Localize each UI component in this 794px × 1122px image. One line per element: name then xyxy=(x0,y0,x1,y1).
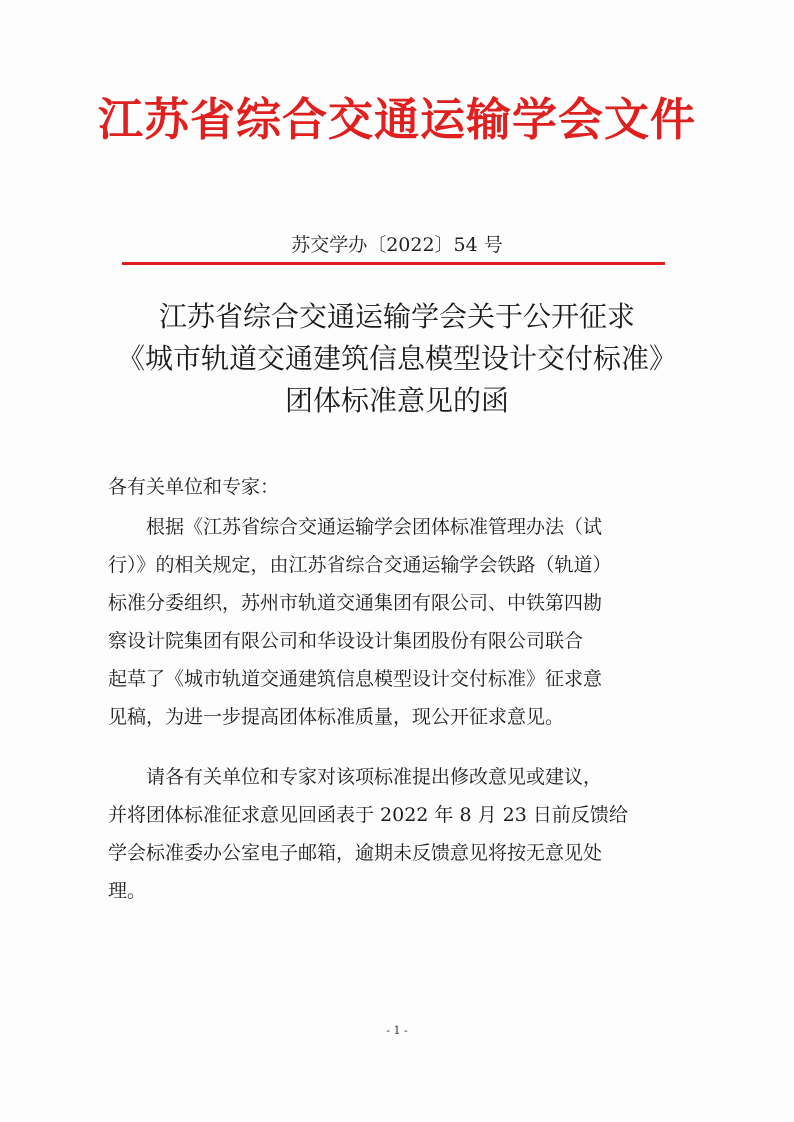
body-paragraph-2 xyxy=(108,758,684,910)
paragraph-2-line: 学会标准委办公室电子邮箱，逾期未反馈意见将按无意见处 xyxy=(108,842,603,864)
paragraph-1-line: 见稿，为进一步提高团体标准质量，现公开征求意见。 xyxy=(108,706,565,728)
salutation: 各有关单位和专家： xyxy=(108,476,280,498)
paragraph-1-line: 起草了《城市轨道交通建筑信息模型设计交付标准》征求意 xyxy=(108,668,603,690)
paragraph-1-line: 标准分委组织，苏州市轨道交通集团有限公司、中铁第四勘 xyxy=(108,592,603,614)
issuer-header-title: 江苏省综合交通运输学会文件 xyxy=(97,93,696,146)
paragraph-2-line: 并将团体标准征求意见回函表于 2022 年 8 月 23 日前反馈给 xyxy=(108,804,628,826)
body-paragraph-1 xyxy=(108,508,684,736)
document-title-line-3: 团体标准意见的函 xyxy=(284,384,509,417)
page-number: - 1 - xyxy=(386,1024,408,1037)
red-divider-line xyxy=(122,262,665,265)
document-title xyxy=(0,296,794,422)
paragraph-1-line: 行）》的相关规定，由江苏省综合交通运输学会铁路（轨道） xyxy=(108,554,612,576)
document-title-line-1: 江苏省综合交通运输学会关于公开征求 xyxy=(158,300,635,333)
document-number: 苏交学办〔2022〕54 号 xyxy=(291,234,503,256)
paragraph-2-line: 请各有关单位和专家对该项标准提出修改意见或建议， xyxy=(108,766,603,788)
paragraph-1-line: 察设计院集团有限公司和华设设计集团股份有限公司联合 xyxy=(108,630,584,652)
paragraph-2-line: 理。 xyxy=(108,880,147,902)
document-title-line-2: 《城市轨道交通建筑信息模型设计交付标准》 xyxy=(116,342,677,375)
paragraph-1-line: 根据《江苏省综合交通运输学会团体标准管理办法（试 xyxy=(108,516,603,538)
